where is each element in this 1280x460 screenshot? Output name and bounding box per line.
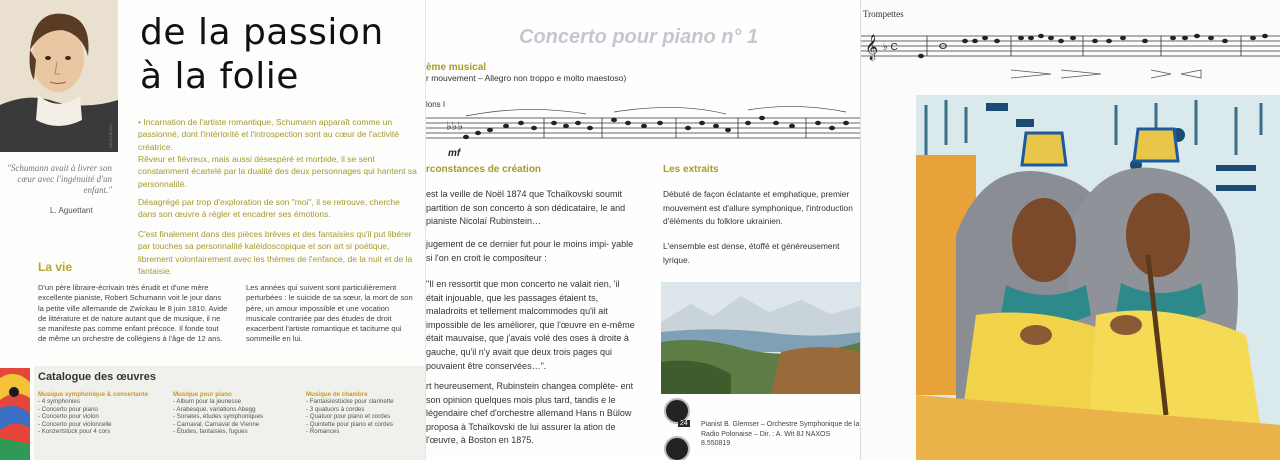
catalogue-column-symphonique: [38, 391, 163, 435]
circonstances-quote: "Il en ressortit que mon concerto ne valait rien, 'il était injouable, que les passages étaient ts, maladroits et tellement malcommodes qu'il ait impossible de les améliorer, que l'œuvre en e-même était mauvaise, que j'avais volé des oses à droite à gauche, qu'il n'y avait que deux trois pages qui pouvaient être conservées…".: [426, 279, 635, 371]
catalogue-item: - Konzertstück pour 4 cors: [38, 428, 111, 436]
catalogue-heading: Musique symphonique & concertante: [38, 391, 149, 398]
concerto-title: Concerto pour piano n° 1: [519, 26, 759, 48]
quote-text: "Schumann avait à livrer son cœur avec l'ingénuité d'un enfant.": [7, 163, 112, 195]
circonstances-paragraph-4: rt heureusement, Rubinstein changea complète- ent son opinion quelques mois plus tard, tandis e le légendaire chef d'orchestre allemand Hans n Bülow proposa à Tchaïkovski de lui assurer la ation de l'œuvre, à Boston en 1875.: [426, 381, 634, 446]
theme-description: r mouvement – Allegro non troppo e molto maestoso): [426, 73, 627, 83]
catalogue-item: - Concerto pour piano: [38, 405, 98, 413]
portrait-credit: BRIDGEMAN: [108, 123, 113, 148]
catalogue-item: - Quintette pour piano et cordes: [306, 420, 394, 428]
title-line-1: de la passion: [140, 12, 384, 53]
intro-paragraph-2: Rêveur et fiévreux, mais aussi désespéré et morbide, il se sent constamment écartelé par la dualité des deux personnages qui hantent sa personnalité.: [138, 154, 417, 189]
vie-column-2: Les années qui suivent sont particulièrement perturbées : le suicide de sa sœur, la mort de son père, un amour impossible et une vocation musicale contrariée par des études de droit exacerbent l'artiste romantique et taciturne qui sommeille en lui.: [246, 283, 413, 344]
circonstances-paragraph-2: jugement de ce dernier fut pour le moins impi- yable si l'on en croit le compositeur :: [426, 239, 634, 263]
catalogue-item: - Sonates, études symphoniques: [173, 413, 264, 421]
intro-paragraph-1: • Incarnation de l'artiste romantique, Schumann apparaît comme un passionné, dont l'intériorité et l'introspection sont au cœur de l'activité créatrice.: [138, 117, 399, 152]
dynamic-marking: mf: [448, 148, 461, 159]
catalogue-heading: Musique pour piano: [173, 391, 232, 398]
svg-text:♭♭♭: ♭♭♭: [446, 119, 463, 133]
circonstances-heading: rconstances de création: [426, 164, 542, 175]
catalogue-heading: Musique de chambre: [306, 391, 368, 398]
schumann-portrait: [0, 0, 118, 152]
catalogue-item: - Concerto pour violon: [38, 413, 99, 421]
catalogue-item: - Arabesque, variations Abegg: [173, 405, 256, 413]
staff-label: lons I: [426, 100, 446, 109]
right-page: [860, 0, 1280, 460]
svg-text:𝄞: 𝄞: [865, 34, 879, 59]
catalogue-item: - Études, fantaisies, fugues: [173, 428, 248, 436]
intro-paragraph-4: C'est finalement dans des pièces brèves et des fantaisies qu'il put libérer par touches sa personnalité kaléidoscopique et son art si poétique, librement volontairement avec les thèmes de l'enfance, de la nuit et de la fantaisie.: [138, 229, 413, 277]
quote-author: L. Aguettant: [50, 206, 93, 215]
svg-text:♭ C: ♭ C: [883, 42, 898, 53]
circonstances-paragraph-1: est la veille de Noël 1874 que Tchaïkovski soumit partition de son concerto à son dédicataire, le and pianiste Nicolaï Rubinstein…: [426, 189, 626, 227]
catalogue-item: - Carnaval, Carnaval de Vienne: [173, 420, 260, 428]
cd-track-number: 24: [680, 420, 688, 427]
theme-music-staff: [426, 104, 861, 160]
colorful-decoration: [0, 368, 30, 460]
catalogue-item: - Concerto pour violoncelle: [38, 420, 112, 428]
extraits-paragraph-1: Débuté de façon éclatante et emphatique, premier mouvement est d'allure symphonique, l'introduction d'éléments du folklore ukrainien.: [663, 189, 853, 227]
cd-icon: [664, 436, 690, 460]
catalogue-title: Catalogue des œuvres: [38, 371, 156, 383]
trumpet-music-staff: [861, 20, 1280, 82]
recording-caption: Pianist B. Glemser – Orchestre Symphonique de la Radio Polonaise – Dir. : A. Wit 8J NAXOS 8.550819: [701, 421, 860, 447]
catalogue-item: - Fantaisiestücke pour clarinette: [306, 398, 394, 406]
title-line-2: à la folie: [140, 56, 299, 97]
instrument-label: Trompettes: [863, 9, 904, 19]
left-page: [0, 0, 425, 460]
catalogue-item: - Album pour la jeunesse: [173, 398, 242, 406]
catalogue-item: - 4 symphonies: [38, 398, 80, 406]
middle-page: [425, 0, 861, 460]
extraits-paragraph-2: L'ensemble est dense, étoffé et généreusement lyrique.: [663, 241, 840, 265]
catalogue-item: - Romances: [306, 428, 340, 436]
extraits-heading: Les extraits: [663, 164, 719, 175]
catalogue-column-piano: [173, 391, 298, 435]
vie-column-1: D'un père libraire-écrivain très érudit et d'une mère excellente pianiste, Robert Schumann voit le jour dans la petite ville allemande de Zwickau le 8 juin 1810. Avide de littérature et de nature autant que de musique, il ne se manifeste pas comme enfant précoce. Il fonde tout de même un orchestre de collégiens à l'âge de 12 ans.: [38, 283, 228, 344]
catalogue-column-chambre: [306, 391, 421, 435]
theme-heading: ème musical: [426, 62, 487, 73]
catalogue-item: - 3 quatuors à cordes: [306, 405, 365, 413]
vie-heading: La vie: [38, 260, 73, 274]
intro-paragraph-3: Désagrégé par trop d'exploration de son "moi", il se retrouve, cherche dans son œuvre à régler et encadrer ses émotions.: [138, 197, 400, 220]
catalogue-item: - Quatuor pour piano et cordes: [306, 413, 391, 421]
egyptian-musicians-illustration: [916, 95, 1280, 460]
landscape-illustration: [661, 282, 861, 394]
